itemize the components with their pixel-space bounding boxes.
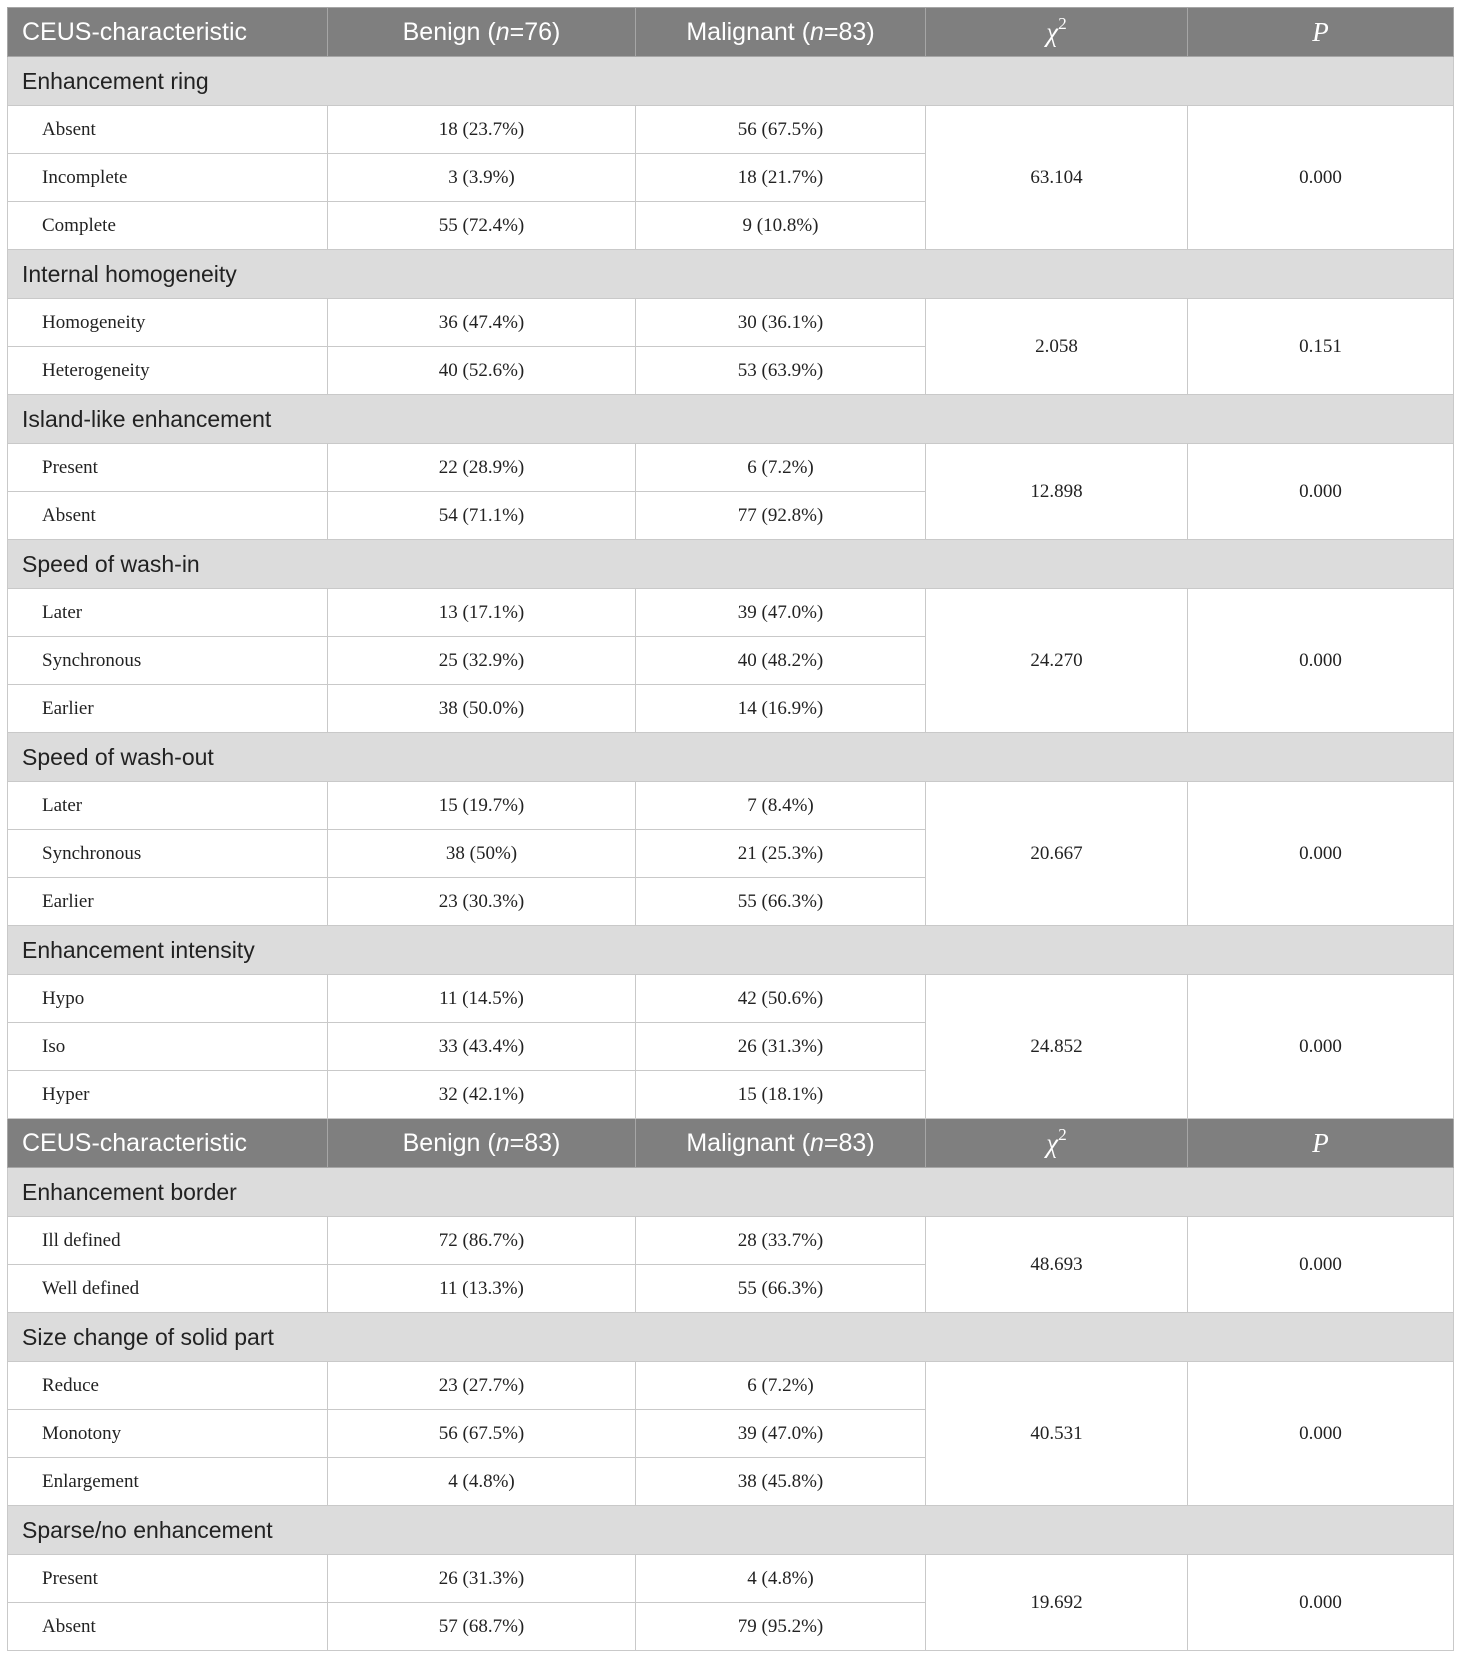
benign-value: 38 (50.0%) — [328, 685, 636, 733]
malignant-value: 28 (33.7%) — [636, 1217, 926, 1265]
p-value: 0.000 — [1188, 589, 1454, 733]
row-label: Monotony — [8, 1410, 328, 1458]
row-label: Later — [8, 589, 328, 637]
group-header-row — [8, 250, 1454, 299]
group-title: Enhancement intensity — [8, 926, 1454, 975]
table-row — [8, 1217, 1454, 1265]
p-value: 0.000 — [1188, 1362, 1454, 1506]
header-characteristic-label: CEUS-characteristic — [22, 17, 248, 46]
benign-value: 56 (67.5%) — [328, 1410, 636, 1458]
benign-value: 11 (14.5%) — [328, 975, 636, 1023]
row-label: Heterogeneity — [8, 347, 328, 395]
malignant-value: 55 (66.3%) — [636, 1265, 926, 1313]
malignant-value: 40 (48.2%) — [636, 637, 926, 685]
malignant-value: 79 (95.2%) — [636, 1603, 926, 1651]
p-value: 0.151 — [1188, 299, 1454, 395]
header-malignant-count: =83) — [823, 1128, 875, 1157]
malignant-value: 39 (47.0%) — [636, 589, 926, 637]
benign-value: 13 (17.1%) — [328, 589, 636, 637]
group-title: Island-like enhancement — [8, 395, 1454, 444]
row-label: Hyper — [8, 1071, 328, 1119]
header-characteristic-label: CEUS-characteristic — [22, 1128, 248, 1157]
row-label: Ill defined — [8, 1217, 328, 1265]
group-header-row — [8, 1313, 1454, 1362]
row-label: Iso — [8, 1023, 328, 1071]
benign-value: 11 (13.3%) — [328, 1265, 636, 1313]
benign-value: 23 (30.3%) — [328, 878, 636, 926]
table-row — [8, 589, 1454, 637]
chi-square-value: 63.104 — [926, 106, 1188, 250]
group-title: Sparse/no enhancement — [8, 1506, 1454, 1555]
header-chi-exponent: 2 — [1058, 1125, 1067, 1144]
header-row — [8, 1119, 1454, 1168]
table-row — [8, 975, 1454, 1023]
benign-value: 54 (71.1%) — [328, 492, 636, 540]
table-body — [8, 8, 1454, 1651]
malignant-value: 42 (50.6%) — [636, 975, 926, 1023]
header-benign-prefix: Benign ( — [402, 17, 496, 46]
row-label: Absent — [8, 106, 328, 154]
row-label: Reduce — [8, 1362, 328, 1410]
benign-value: 40 (52.6%) — [328, 347, 636, 395]
benign-value: 26 (31.3%) — [328, 1555, 636, 1603]
header-malignant-n: n — [810, 17, 824, 46]
p-value: 0.000 — [1188, 1555, 1454, 1651]
malignant-value: 4 (4.8%) — [636, 1555, 926, 1603]
row-label: Complete — [8, 202, 328, 250]
header-benign-n: n — [495, 17, 510, 46]
malignant-value: 6 (7.2%) — [636, 1362, 926, 1410]
table-row — [8, 1362, 1454, 1410]
results-table-container — [7, 7, 1453, 1651]
header-p-value — [1188, 8, 1454, 57]
malignant-value: 15 (18.1%) — [636, 1071, 926, 1119]
p-value: 0.000 — [1188, 444, 1454, 540]
row-label: Present — [8, 1555, 328, 1603]
header-characteristic — [8, 8, 328, 57]
table-row — [8, 106, 1454, 154]
malignant-value: 53 (63.9%) — [636, 347, 926, 395]
header-benign-count: =76) — [509, 17, 561, 46]
benign-value: 33 (43.4%) — [328, 1023, 636, 1071]
group-header-row — [8, 395, 1454, 444]
header-benign-count: =83) — [509, 1128, 561, 1157]
benign-value: 36 (47.4%) — [328, 299, 636, 347]
chi-square-value: 19.692 — [926, 1555, 1188, 1651]
header-benign — [328, 8, 636, 57]
p-value: 0.000 — [1188, 782, 1454, 926]
benign-value: 3 (3.9%) — [328, 154, 636, 202]
group-header-row — [8, 57, 1454, 106]
table-row — [8, 782, 1454, 830]
benign-value: 55 (72.4%) — [328, 202, 636, 250]
malignant-value: 55 (66.3%) — [636, 878, 926, 926]
row-label: Enlargement — [8, 1458, 328, 1506]
row-label: Later — [8, 782, 328, 830]
benign-value: 15 (19.7%) — [328, 782, 636, 830]
chi-square-value: 2.058 — [926, 299, 1188, 395]
header-malignant-count: =83) — [823, 17, 875, 46]
group-header-row — [8, 733, 1454, 782]
header-chi-exponent: 2 — [1058, 14, 1067, 33]
header-malignant-prefix: Malignant ( — [686, 1128, 811, 1157]
chi-square-value: 24.852 — [926, 975, 1188, 1119]
group-header-row — [8, 1168, 1454, 1217]
header-row — [8, 8, 1454, 57]
header-benign-n: n — [495, 1128, 510, 1157]
malignant-value: 18 (21.7%) — [636, 154, 926, 202]
chi-square-value: 48.693 — [926, 1217, 1188, 1313]
malignant-value: 77 (92.8%) — [636, 492, 926, 540]
chi-square-value: 40.531 — [926, 1362, 1188, 1506]
header-characteristic — [8, 1119, 328, 1168]
malignant-value: 39 (47.0%) — [636, 1410, 926, 1458]
benign-value: 32 (42.1%) — [328, 1071, 636, 1119]
benign-value: 22 (28.9%) — [328, 444, 636, 492]
row-label: Incomplete — [8, 154, 328, 202]
table-row — [8, 1555, 1454, 1603]
header-chi-symbol: χ — [1046, 17, 1059, 47]
row-label: Homogeneity — [8, 299, 328, 347]
p-value: 0.000 — [1188, 1217, 1454, 1313]
group-title: Speed of wash-out — [8, 733, 1454, 782]
malignant-value: 30 (36.1%) — [636, 299, 926, 347]
row-label: Earlier — [8, 878, 328, 926]
benign-value: 38 (50%) — [328, 830, 636, 878]
benign-value: 57 (68.7%) — [328, 1603, 636, 1651]
chi-square-value: 12.898 — [926, 444, 1188, 540]
header-malignant — [636, 8, 926, 57]
table-row — [8, 444, 1454, 492]
header-malignant — [636, 1119, 926, 1168]
malignant-value: 9 (10.8%) — [636, 202, 926, 250]
group-header-row — [8, 540, 1454, 589]
benign-value: 23 (27.7%) — [328, 1362, 636, 1410]
malignant-value: 38 (45.8%) — [636, 1458, 926, 1506]
malignant-value: 14 (16.9%) — [636, 685, 926, 733]
row-label: Present — [8, 444, 328, 492]
header-malignant-prefix: Malignant ( — [686, 17, 811, 46]
group-title: Enhancement border — [8, 1168, 1454, 1217]
malignant-value: 26 (31.3%) — [636, 1023, 926, 1071]
group-header-row — [8, 1506, 1454, 1555]
group-title: Size change of solid part — [8, 1313, 1454, 1362]
malignant-value: 21 (25.3%) — [636, 830, 926, 878]
row-label: Synchronous — [8, 830, 328, 878]
p-value: 0.000 — [1188, 106, 1454, 250]
malignant-value: 56 (67.5%) — [636, 106, 926, 154]
chi-square-value: 24.270 — [926, 589, 1188, 733]
benign-value: 72 (86.7%) — [328, 1217, 636, 1265]
header-p-label: P — [1312, 16, 1329, 47]
header-p-label: P — [1312, 1127, 1329, 1158]
row-label: Absent — [8, 492, 328, 540]
table-row — [8, 299, 1454, 347]
row-label: Well defined — [8, 1265, 328, 1313]
row-label: Hypo — [8, 975, 328, 1023]
row-label: Absent — [8, 1603, 328, 1651]
header-benign-prefix: Benign ( — [402, 1128, 496, 1157]
header-p-value — [1188, 1119, 1454, 1168]
group-title: Enhancement ring — [8, 57, 1454, 106]
group-title: Speed of wash-in — [8, 540, 1454, 589]
row-label: Synchronous — [8, 637, 328, 685]
malignant-value: 7 (8.4%) — [636, 782, 926, 830]
benign-value: 25 (32.9%) — [328, 637, 636, 685]
row-label: Earlier — [8, 685, 328, 733]
p-value: 0.000 — [1188, 975, 1454, 1119]
header-malignant-n: n — [810, 1128, 824, 1157]
ceus-characteristics-table — [7, 7, 1454, 1651]
group-title: Internal homogeneity — [8, 250, 1454, 299]
malignant-value: 6 (7.2%) — [636, 444, 926, 492]
benign-value: 4 (4.8%) — [328, 1458, 636, 1506]
header-chi-square — [926, 1119, 1188, 1168]
header-chi-square — [926, 8, 1188, 57]
benign-value: 18 (23.7%) — [328, 106, 636, 154]
header-chi-symbol: χ — [1046, 1128, 1059, 1158]
chi-square-value: 20.667 — [926, 782, 1188, 926]
header-benign — [328, 1119, 636, 1168]
group-header-row — [8, 926, 1454, 975]
